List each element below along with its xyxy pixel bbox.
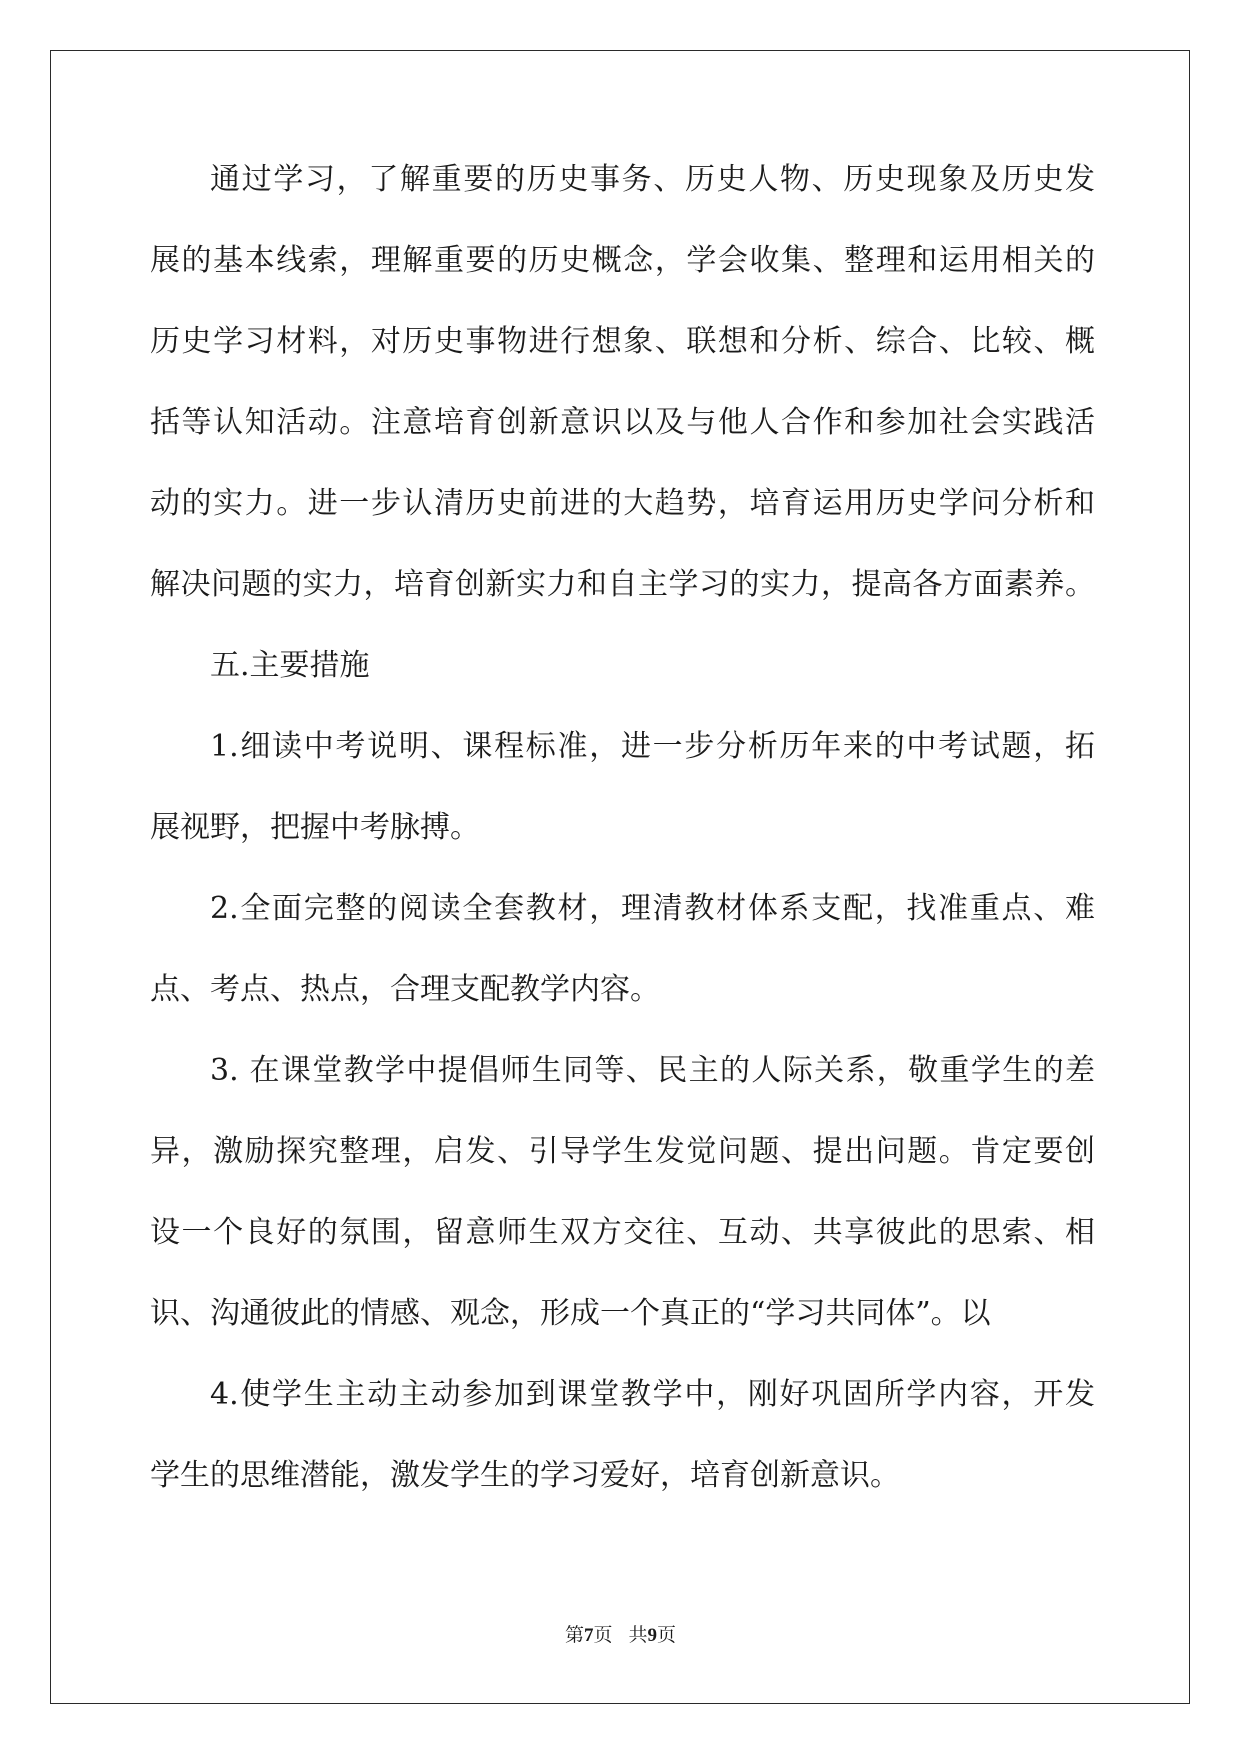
paragraph-line: 展的基本线索，理解重要的历史概念，学会收集、整理和运用相关的	[150, 243, 1095, 278]
paragraph-line: 1.细读中考说明、课程标准，进一步分析历年来的中考试题，拓	[210, 729, 1095, 764]
total-prefix: 共	[628, 1625, 648, 1646]
paragraph-line: 设一个良好的氛围，留意师生双方交往、互动、共享彼此的思索、相	[150, 1215, 1095, 1250]
paragraph-line: 学生的思维潜能，激发学生的学习爱好，培育创新意识。	[150, 1458, 900, 1493]
total-pages: 9	[647, 1625, 658, 1646]
paragraph-line: 识、沟通彼此的情感、观念，形成一个真正的“学习共同体”。以	[150, 1296, 991, 1331]
paragraph-line: 3. 在课堂教学中提倡师生同等、民主的人际关系，敬重学生的差	[210, 1053, 1095, 1088]
paragraph-line: 动的实力。进一步认清历史前进的大趋势，培育运用历史学问分析和	[150, 486, 1095, 521]
paragraph-line: 括等认知活动。注意培育创新意识以及与他人合作和参加社会实践活	[150, 405, 1095, 440]
page-footer	[0, 1624, 1241, 1648]
paragraph-line: 解决问题的实力，培育创新实力和自主学习的实力，提高各方面素养。	[150, 567, 1095, 602]
total-suffix: 页	[657, 1625, 677, 1646]
paragraph-line: 点、考点、热点，合理支配教学内容。	[150, 972, 660, 1007]
paragraph-line: 展视野，把握中考脉搏。	[150, 810, 480, 845]
page-prefix: 第	[564, 1625, 584, 1646]
section-heading: 五.主要措施	[210, 648, 370, 683]
page-number: 7	[583, 1625, 594, 1646]
paragraph-line: 历史学习材料，对历史事物进行想象、联想和分析、综合、比较、概	[150, 324, 1095, 359]
document-body	[150, 160, 1095, 1537]
paragraph-line: 4.使学生主动主动参加到课堂教学中，刚好巩固所学内容，开发	[210, 1377, 1095, 1412]
paragraph-line: 异，激励探究整理，启发、引导学生发觉问题、提出问题。肯定要创	[150, 1134, 1095, 1169]
paragraph-line: 2.全面完整的阅读全套教材，理清教材体系支配，找准重点、难	[210, 891, 1095, 926]
page-suffix: 页	[593, 1625, 613, 1646]
paragraph-line: 通过学习，了解重要的历史事务、历史人物、历史现象及历史发	[210, 162, 1095, 197]
